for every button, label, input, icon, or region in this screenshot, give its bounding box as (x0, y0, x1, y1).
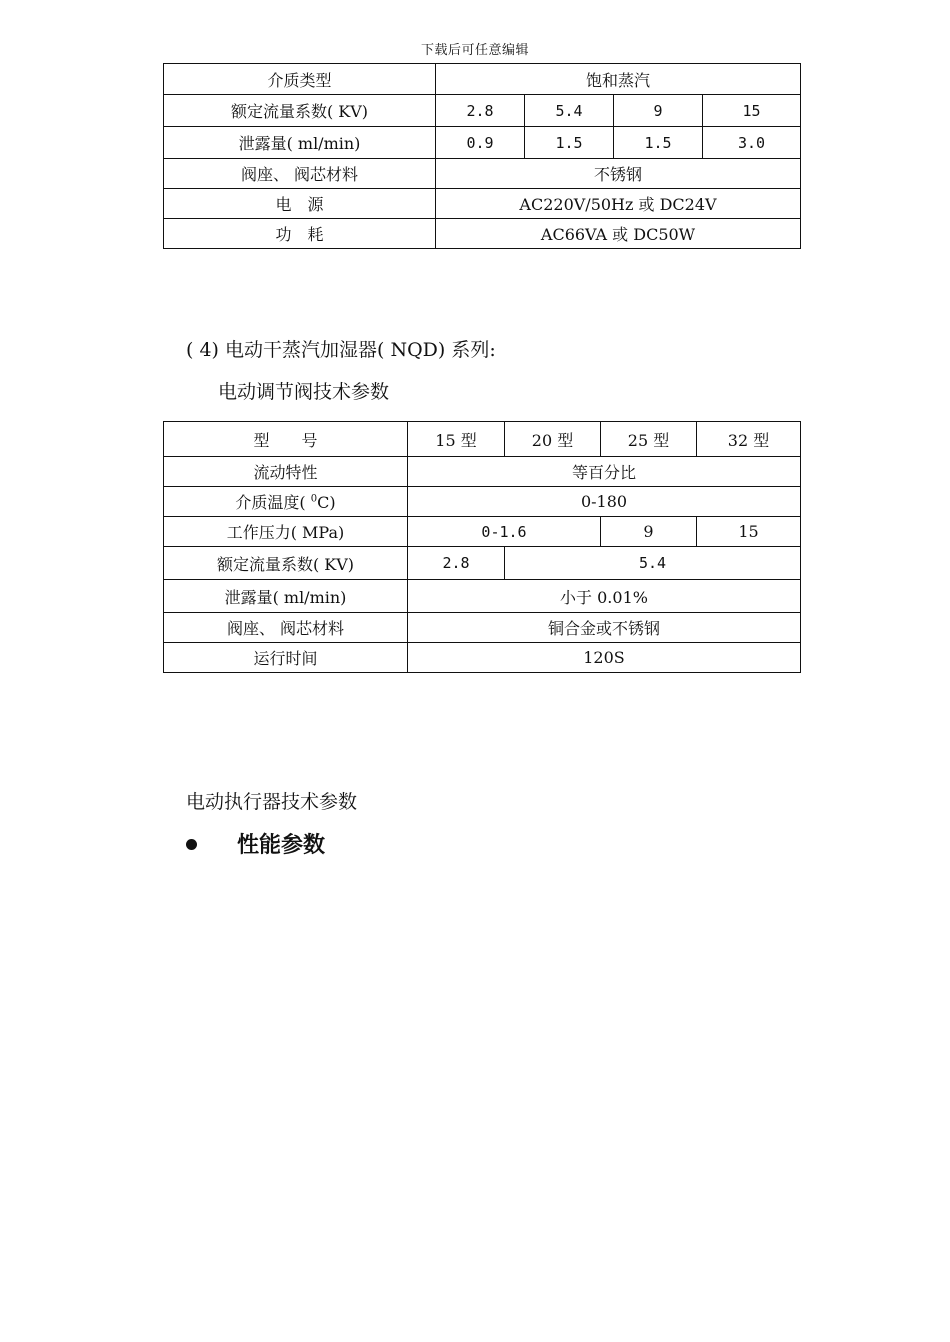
working-pressure-value: 0-1.6 (408, 517, 601, 547)
kv-value: 2.8 (436, 95, 525, 127)
degree-superscript: 0 (310, 493, 318, 505)
control-valve-spec-table (163, 421, 801, 673)
flow-characteristic-value: 等百分比 (408, 457, 801, 487)
leakage-value: 1.5 (525, 127, 614, 159)
table-row (164, 127, 801, 159)
table-row (164, 189, 801, 219)
performance-params-heading: 性能参数 (237, 832, 326, 857)
medium-type-value: 饱和蒸汽 (436, 64, 801, 95)
table-row (164, 457, 801, 487)
kv-value: 5.4 (525, 95, 614, 127)
material-label: 阀座、 阀芯材料 (164, 613, 408, 643)
working-pressure-value: 9 (601, 517, 697, 547)
table-row (164, 487, 801, 517)
bullet-dot-icon (186, 839, 197, 850)
kv-value: 9 (614, 95, 703, 127)
table-row (164, 219, 801, 249)
power-supply-value: AC220V/50Hz 或 DC24V (436, 189, 801, 219)
table-row (164, 580, 801, 613)
power-supply-label: 电 源 (164, 189, 436, 219)
table-row (164, 547, 801, 580)
power-consumption-label: 功 耗 (164, 219, 436, 249)
leakage-value: 0.9 (436, 127, 525, 159)
model-value: 25 型 (601, 422, 697, 457)
table-row (164, 159, 801, 189)
actuator-params-heading: 电动执行器技术参数 (186, 791, 358, 813)
material-label: 阀座、 阀芯材料 (164, 159, 436, 189)
table-row (164, 64, 801, 95)
temp-label-unit: C) (317, 493, 336, 512)
power-consumption-value: AC66VA 或 DC50W (436, 219, 801, 249)
valve-params-heading: 电动调节阀技术参数 (218, 381, 390, 403)
table-row (164, 643, 801, 673)
runtime-label: 运行时间 (164, 643, 408, 673)
material-value: 不锈钢 (436, 159, 801, 189)
kv-value: 15 (703, 95, 801, 127)
leakage-value: 1.5 (614, 127, 703, 159)
header-note: 下载后可任意编辑 (420, 43, 529, 58)
saturated-steam-spec-table (163, 63, 801, 249)
working-pressure-value: 15 (697, 517, 801, 547)
model-value: 20 型 (505, 422, 601, 457)
leakage-label: 泄露量( ml/min) (164, 127, 436, 159)
medium-type-label: 介质类型 (164, 64, 436, 95)
table-row (164, 517, 801, 547)
kv-value: 5.4 (505, 547, 801, 580)
working-pressure-label: 工作压力( MPa) (164, 517, 408, 547)
table-row (164, 613, 801, 643)
medium-temperature-label (164, 487, 408, 517)
medium-temperature-value: 0-180 (408, 487, 801, 517)
performance-params-bullet (186, 828, 325, 859)
leakage-value: 小于 0.01% (408, 580, 801, 613)
table-row (164, 422, 801, 457)
leakage-label: 泄露量( ml/min) (164, 580, 408, 613)
kv-label: 额定流量系数( KV) (164, 95, 436, 127)
kv-value: 2.8 (408, 547, 505, 580)
table-row (164, 95, 801, 127)
model-label: 型 号 (164, 422, 408, 457)
section-heading: ( 4) 电动干蒸汽加湿器( NQD) 系列: (186, 339, 496, 361)
leakage-value: 3.0 (703, 127, 801, 159)
kv-label: 额定流量系数( KV) (164, 547, 408, 580)
flow-characteristic-label: 流动特性 (164, 457, 408, 487)
model-value: 15 型 (408, 422, 505, 457)
material-value: 铜合金或不锈钢 (408, 613, 801, 643)
runtime-value: 120S (408, 643, 801, 673)
model-value: 32 型 (697, 422, 801, 457)
temp-label-text: 介质温度( (235, 493, 311, 512)
